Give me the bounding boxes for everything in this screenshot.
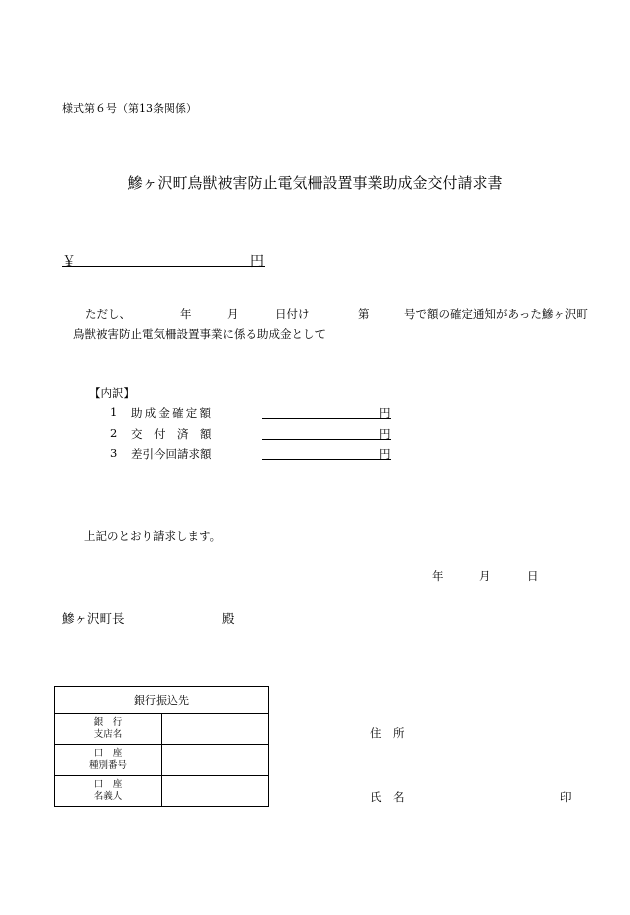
document-title: 鰺ヶ沢町鳥獣被害防止電気柵設置事業助成金交付請求書 — [127, 174, 503, 192]
breakdown-row-number: 2 — [110, 426, 118, 440]
bank-label-bottom: 名義人 — [93, 791, 123, 802]
proviso-month: 月 — [227, 307, 239, 321]
addressee-name: 鰺ヶ沢町長 — [62, 611, 125, 626]
date-month: 月 — [479, 569, 491, 583]
amount-currency-symbol: ￥ — [62, 254, 76, 270]
name-label: 氏 名 — [370, 790, 405, 804]
breakdown-row-number: 1 — [110, 405, 118, 419]
form-number: 様式第６号（第13条関係） — [62, 102, 197, 115]
amount-field[interactable] — [62, 266, 265, 267]
bank-label-bottom: 支店名 — [93, 729, 123, 740]
breakdown-row-label: 助成金確定額 — [131, 406, 214, 420]
bank-label-bottom: 種別番号 — [88, 760, 127, 771]
account-holder-label — [55, 776, 162, 807]
addressee-honorific: 殿 — [222, 611, 235, 626]
breakdown-row-unit: 円 — [379, 406, 391, 420]
bank-table-header: 銀行振込先 — [55, 687, 269, 714]
closing-statement: 上記のとおり請求します。 — [84, 529, 222, 543]
breakdown-row-label: 差引今回請求額 — [131, 447, 212, 461]
amount-unit: 円 — [250, 254, 264, 270]
account-holder-field[interactable] — [162, 776, 269, 807]
bank-transfer-table — [54, 686, 269, 807]
account-type-number-field[interactable] — [162, 745, 269, 776]
bank-label-top: 銀 行 — [93, 717, 123, 728]
seal-mark: 印 — [560, 790, 572, 804]
proviso-tail: 号で額の確定通知があった鰺ヶ沢町 — [404, 307, 588, 321]
date-year: 年 — [432, 569, 444, 583]
bank-label-top: 口 座 — [93, 779, 123, 790]
breakdown-amount-field[interactable] — [262, 439, 391, 440]
bank-branch-field[interactable] — [162, 714, 269, 745]
proviso-date-suffix: 日付け — [275, 307, 310, 321]
breakdown-row-unit: 円 — [379, 427, 391, 441]
account-type-label — [55, 745, 162, 776]
proviso-number-prefix: 第 — [358, 307, 370, 321]
bank-branch-label — [55, 714, 162, 745]
breakdown-title: 【内訳】 — [89, 386, 135, 400]
proviso-prefix: ただし、 — [85, 307, 131, 321]
breakdown-row-number: 3 — [110, 446, 118, 460]
breakdown-row-label: 交 付 済 額 — [131, 427, 212, 441]
breakdown-amount-field[interactable] — [262, 418, 391, 419]
proviso-line-2: 鳥獣被害防止電気柵設置事業に係る助成金として — [73, 327, 326, 341]
proviso-year: 年 — [180, 307, 192, 321]
date-day: 日 — [527, 569, 539, 583]
bank-label-top: 口 座 — [93, 748, 123, 759]
breakdown-amount-field[interactable] — [262, 459, 391, 460]
breakdown-row-unit: 円 — [379, 447, 391, 461]
address-label: 住 所 — [370, 726, 405, 740]
